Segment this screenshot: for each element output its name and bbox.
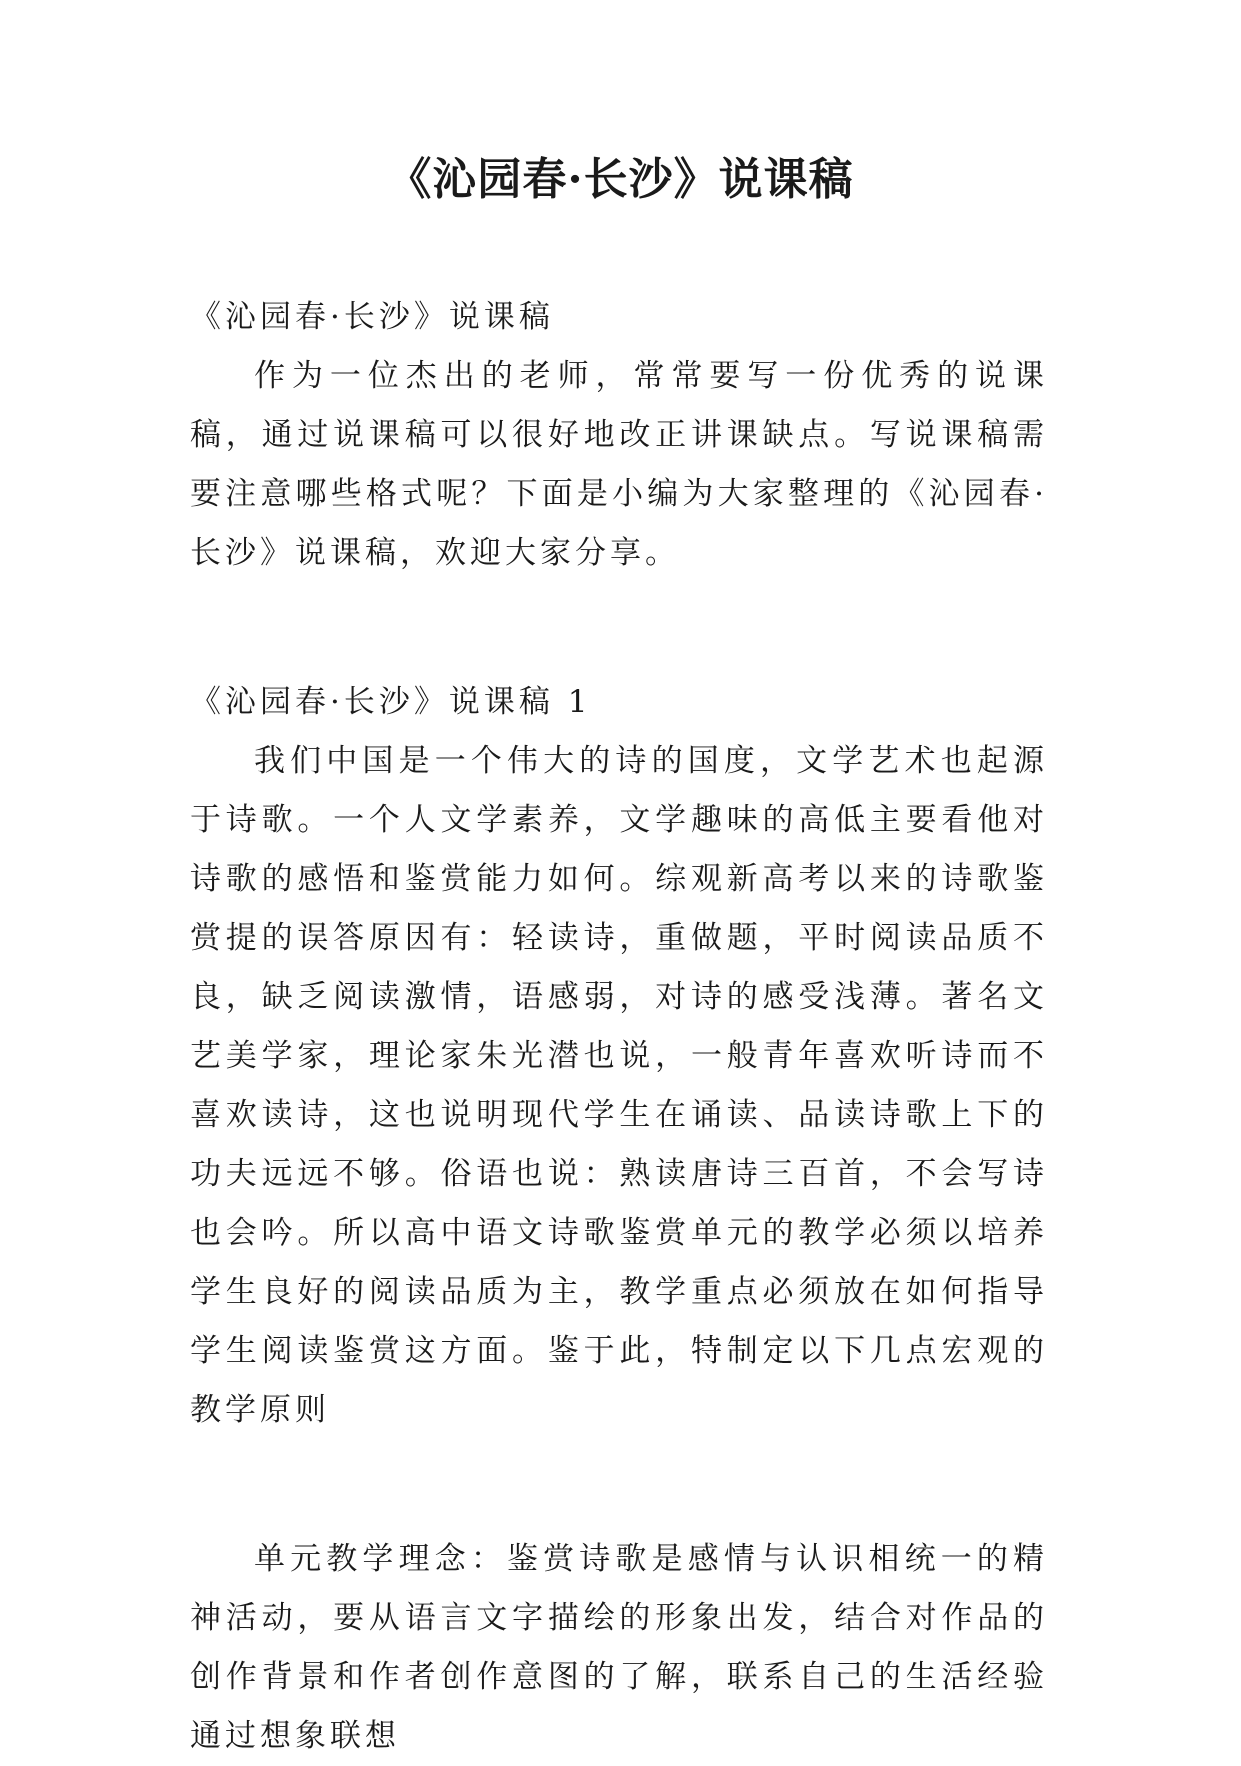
section-1-paragraph: 我们中国是一个伟大的诗的国度，文学艺术也起源于诗歌。一个人文学素养，文学趣味的高低主要看他对诗歌的感悟和鉴赏能力如何。综观新高考以来的诗歌鉴赏提的误答原因有：轻读诗，重做题，平时阅读品质不良，缺乏阅读激情，语感弱，对诗的感受浅薄。著名文艺美学家，理论家朱光潜也说，一般青年喜欢听诗而不喜欢读诗，这也说明现代学生在诵读、品读诗歌上下的功夫远远不够。俗语也说：熟读唐诗三百首，不会写诗也会吟。所以高中语文诗歌鉴赏单元的教学必须以培养学生良好的阅读品质为主，教学重点必须放在如何指导学生阅读鉴赏这方面。鉴于此，特制定以下几点宏观的教学原则 [190, 743, 1048, 1428]
section-heading-intro: 《沁园春·长沙》说课稿 [190, 299, 554, 335]
document-title: 《沁园春·长沙》说课稿 [387, 154, 854, 205]
section-spacer [190, 1440, 1048, 1530]
section-heading-1: 《沁园春·长沙》说课稿 1 [190, 684, 592, 720]
document-body [190, 288, 1048, 1766]
teaching-concept-paragraph: 单元教学理念：鉴赏诗歌是感情与认识相统一的精神活动，要从语言文字描绘的形象出发，结合对作品的创作背景和作者创作意图的了解，联系自己的生活经验通过想象联想 [190, 1541, 1048, 1754]
intro-paragraph: 作为一位杰出的老师，常常要写一份优秀的说课稿，通过说课稿可以很好地改正讲课缺点。写说课稿需要注意哪些格式呢？下面是小编为大家整理的《沁园春·长沙》说课稿，欢迎大家分享。 [190, 358, 1048, 571]
section-spacer [190, 583, 1048, 673]
